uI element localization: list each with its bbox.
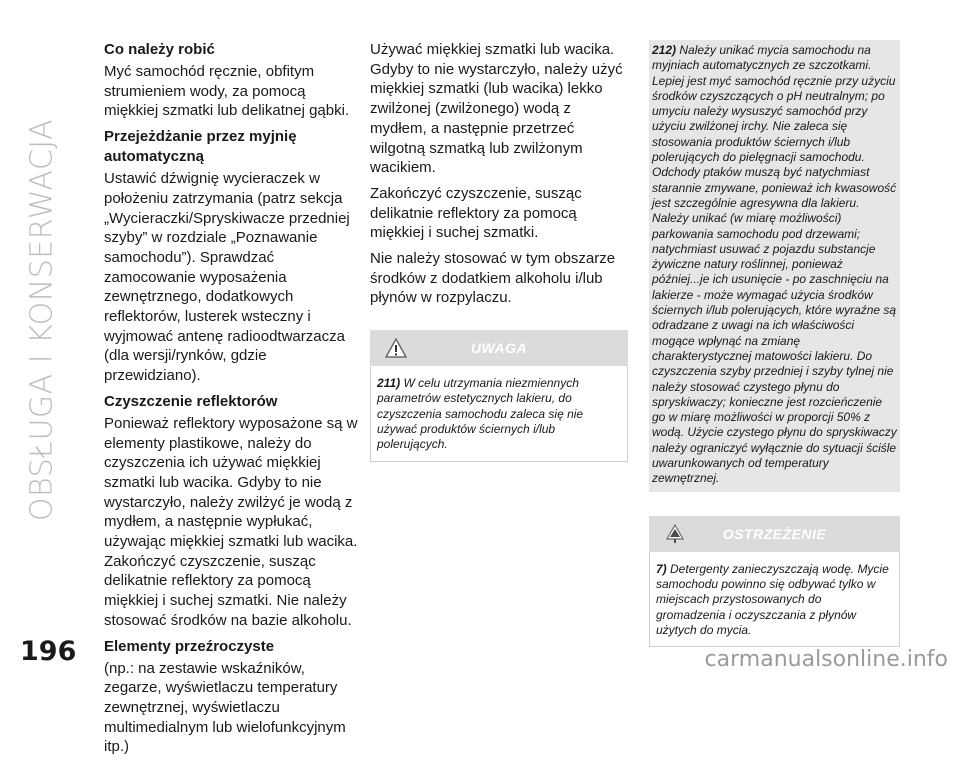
paragraph-car-wash: Ustawić dźwignię wycieraczek w położeniu zatrzymania (patrz sekcja „Wycieraczki/Spryskiwacze przedniej szyby” w rozdziale „Poznawanie samochodu”). Sprawdzać zamocowanie wyposażenia zewnętrznego, dodatkowych reflektorów, lusterek wsteczny i wyjmować antenę radioodtwarzacza (dla wersji/rynków, gdzie przewidziano).	[104, 170, 350, 385]
warning-text: W celu utrzymania niezmiennych parametrów estetycznych lakieru, do czyszczenia samochodu zaleca się nie używać produktów ściernych i/lub polerujących.	[377, 376, 584, 452]
heading-headlight-cleaning: Czyszczenie reflektorów	[104, 392, 278, 410]
warning-panel	[370, 366, 628, 461]
warning-triangle-icon	[385, 337, 407, 359]
paragraph-no-alcohol: Nie należy stosować w tym obszarze środków z dodatkiem alkoholu i/lub płynów w rozpylaczu.	[370, 250, 616, 307]
chapter-side-title: OBSŁUGA I KONSERWACJA	[24, 118, 60, 522]
paragraph-finish-cleaning: Zakończyć czyszczenie, susząc delikatnie reflektory za pomocą miękkiej i suchej szmatki.	[370, 184, 582, 242]
page-number: 196	[20, 636, 77, 667]
heading-transparent-elements: Elementy przeźroczyste	[104, 637, 275, 655]
footer-watermark: carmanualsonline.info	[704, 647, 948, 672]
tree-icon	[664, 523, 686, 545]
column-middle	[370, 40, 628, 462]
note-number: 212)	[652, 43, 677, 57]
warning-title: UWAGA	[470, 340, 528, 357]
note-212	[649, 40, 900, 492]
environment-panel	[649, 552, 900, 647]
paragraph-headlight-cleaning: Ponieważ reflektory wyposażone są w elementy plastikowe, należy do czyszczenia ich używać miękkiej szmatki lub wacika. Gdyby to nie wystarczyło, należy zwilżyć je wodą z mydłem, a następnie wypłukać, używając miękkiej szmatki lub wacika. Zakończyć czyszczenie, susząc delikatnie reflektory za pomocą miękkiej i suchej szmatki. Nie należy stosować środków na bazie alkoholu.	[104, 414, 358, 629]
environment-number: 7)	[656, 561, 667, 576]
warning-banner	[370, 330, 628, 366]
heading-car-wash: Przejeżdżanie przez myjnię automatyczną	[104, 128, 297, 166]
environment-title: OSTRZEŻENIE	[722, 525, 827, 542]
paragraph-transparent-elements: (np.: na zestawie wskaźników, zegarze, wyświetlaczu temperatury zewnętrznej, wyświetlaczu multimedialnym lub wielofunkcyjnym itp.)	[104, 659, 346, 756]
environment-text: Detergenty zanieczyszczają wodę. Mycie samochodu powinno się odbywać tylko w miejscach przystosowanych do gromadzenia i oczyszczania z płynów użytych do mycia.	[656, 561, 889, 637]
column-right	[649, 40, 900, 647]
warning-number: 211)	[377, 376, 401, 391]
environment-banner	[649, 516, 900, 552]
column-left	[104, 40, 358, 763]
heading-what-to-do: Co należy robić	[104, 41, 215, 58]
note-text: Należy unikać mycia samochodu na myjniach automatycznych ze szczotkami. Lepiej jest myć samochód ręcznie przy użyciu środków czyszczących o pH neutralnym; po umyciu należy wysuszyć samochód przy użyciu zwilżonej irchy. Nie zaleca się stosowania produktów ściernych i/lub polerujących do pielęgnacji samochodu. Odchody ptaków muszą być natychmiast starannie zmywane, ponieważ ich kwasowość jest szczególnie agresywna dla lakieru. Należy unikać (w miarę możliwości) parkowania samochodu pod drzewami; natychmiast usuwać z pojazdu substancje żywiczne natury roślinnej, ponieważ później...je ich usunięcie - po zaschnięciu na lakierze - może wymagać użycia środków ściernych i/lub polerujących, które wyraźne są odradzane z uwagi na ich właściwości mogące wpłynąć na zmianę charakterystycznej matowości lakieru. Do czyszczenia szyby przedniej i szyby tylnej nie należy stosować czystego płynu do spryskiwaczy; konieczne jest rozcieńczenie go w miarę możliwości w proporcji 50% z wodą. Użycie czystego płynu do spryskiwaczy należy ograniczyć wyłącznie do sytuacji ściśle uwarunkowanych od temperatury zewnętrznej.	[652, 43, 897, 486]
paragraph-hand-wash: Myć samochód ręcznie, obfitym strumieniem wody, za pomocą miękkiej szmatki lub delikatnej gąbki.	[104, 63, 350, 120]
paragraph-soft-cloth: Używać miękkiej szmatki lub wacika. Gdyby to nie wystarczyło, należy użyć miękkiej szmatki (lub wacika) lekko zwilżonej (zwilżonego) wodą z mydłem, a następnie przetrzeć wilgotną szmatką lub zwilżonym wacikiem.	[370, 41, 623, 177]
